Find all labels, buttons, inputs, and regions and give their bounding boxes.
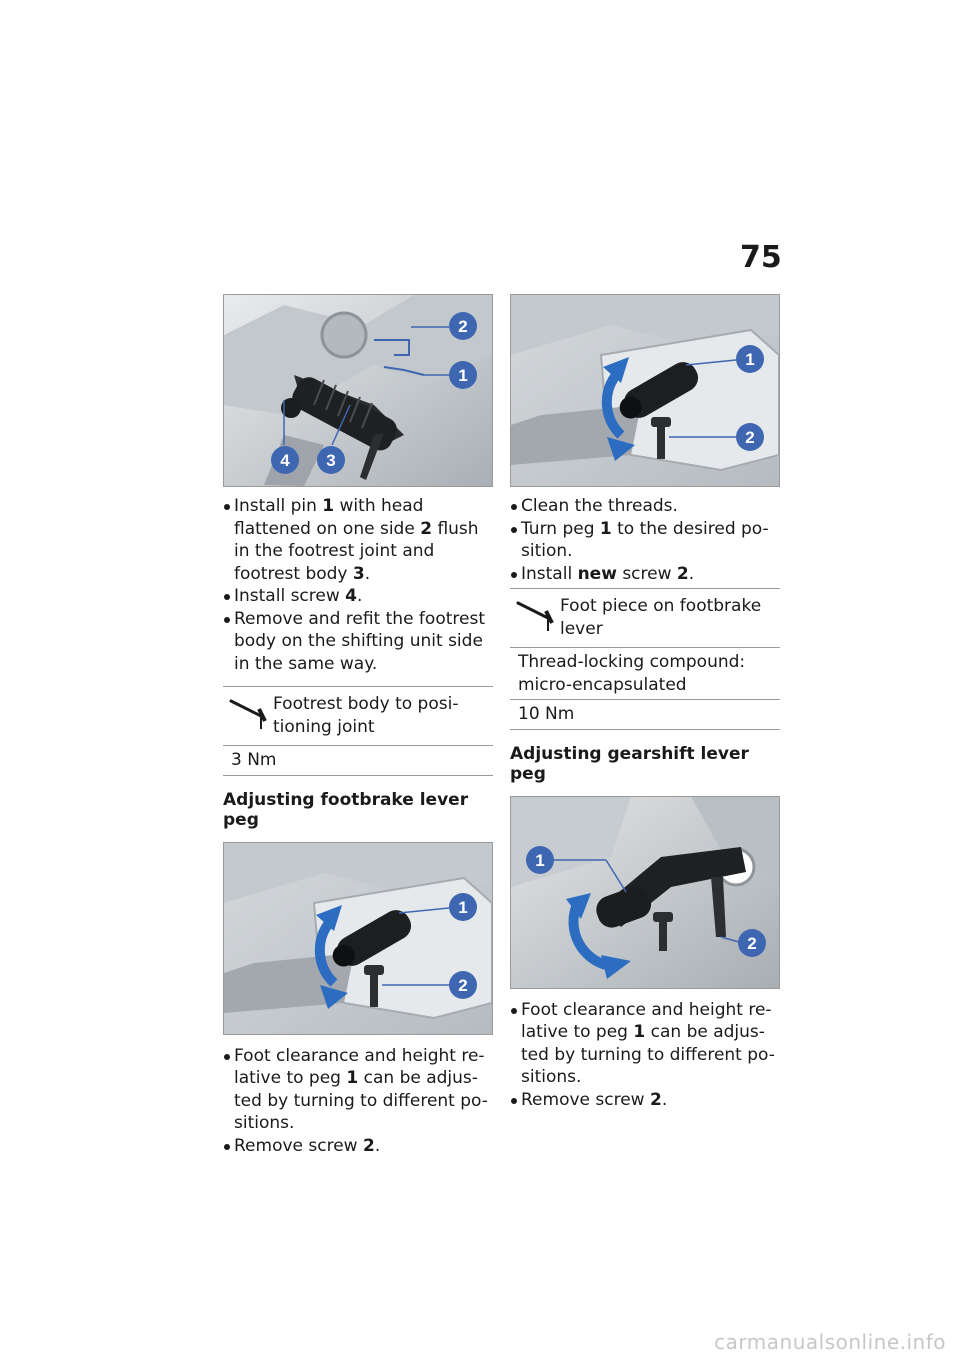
footbrake-peg-screw-figure	[510, 294, 780, 487]
list-item: Install new screw 2.	[510, 563, 780, 586]
callout-1	[526, 846, 554, 874]
gearshift-peg-figure	[510, 796, 780, 989]
torque-wrench-icon	[516, 597, 556, 633]
svg-text:1: 1	[535, 850, 545, 870]
svg-text:2: 2	[745, 428, 755, 447]
list-item: Foot clearance and height re-lative to peg 1 can be adjus-ted by turning to different po-sitions.	[510, 999, 780, 1089]
footbrake-peg-figure	[223, 842, 493, 1035]
section-heading: Adjusting footbrake lever peg	[223, 789, 469, 830]
list-item: Remove screw 2.	[223, 1135, 493, 1158]
right-column	[510, 294, 780, 1111]
instruction-list-4	[510, 999, 780, 1112]
list-item: Install pin 1 with head flattened on one side 2 flush in the footrest joint and footrest body 3.	[223, 495, 493, 585]
page-number: 75	[740, 240, 782, 275]
spec-value: 10 Nm	[518, 704, 575, 724]
callout-4	[271, 446, 299, 474]
list-item: Install screw 4.	[223, 585, 493, 608]
torque-spec-box	[510, 588, 780, 730]
callout-1	[736, 345, 764, 373]
left-column	[223, 294, 493, 1157]
spec-header	[510, 589, 780, 648]
spec-value: Thread-locking compound: micro-encapsulated	[510, 648, 780, 700]
callout-2	[736, 423, 764, 451]
torque-wrench-icon	[229, 695, 269, 731]
svg-text:1: 1	[745, 350, 755, 369]
callout-1	[449, 361, 477, 389]
section-heading: Adjusting gearshift lever peg	[510, 743, 749, 784]
callout-3	[317, 446, 345, 474]
list-item: Turn peg 1 to the desired po-sition.	[510, 518, 780, 563]
instruction-list-2	[223, 1045, 493, 1158]
spec-label: Foot piece on footbrake lever	[560, 596, 762, 639]
list-item: Clean the threads.	[510, 495, 780, 518]
callout-1	[449, 893, 477, 921]
svg-text:2: 2	[747, 933, 757, 953]
svg-text:2: 2	[458, 975, 468, 995]
spec-label: Footrest body to posi-tioning joint	[273, 694, 459, 737]
list-item: Remove and refit the footrest body on the shifting unit side in the same way.	[223, 608, 493, 676]
svg-text:1: 1	[458, 366, 468, 385]
spec-header	[223, 687, 493, 746]
torque-spec-box	[223, 686, 493, 776]
svg-text:1: 1	[458, 897, 468, 917]
watermark: carmanualsonline.info	[714, 1330, 946, 1354]
list-item: Remove screw 2.	[510, 1089, 780, 1112]
callout-2	[449, 971, 477, 999]
svg-text:4: 4	[280, 451, 290, 470]
footrest-assembly-figure	[223, 294, 493, 487]
svg-text:2: 2	[458, 317, 468, 336]
instruction-list-3	[510, 495, 780, 585]
callout-2	[449, 312, 477, 340]
spec-value: 3 Nm	[231, 750, 277, 770]
svg-text:3: 3	[326, 451, 336, 470]
callout-2	[738, 929, 766, 957]
list-item: Foot clearance and height re-lative to peg 1 can be adjus-ted by turning to different po-sitions.	[223, 1045, 493, 1135]
instruction-list-1	[223, 495, 493, 675]
